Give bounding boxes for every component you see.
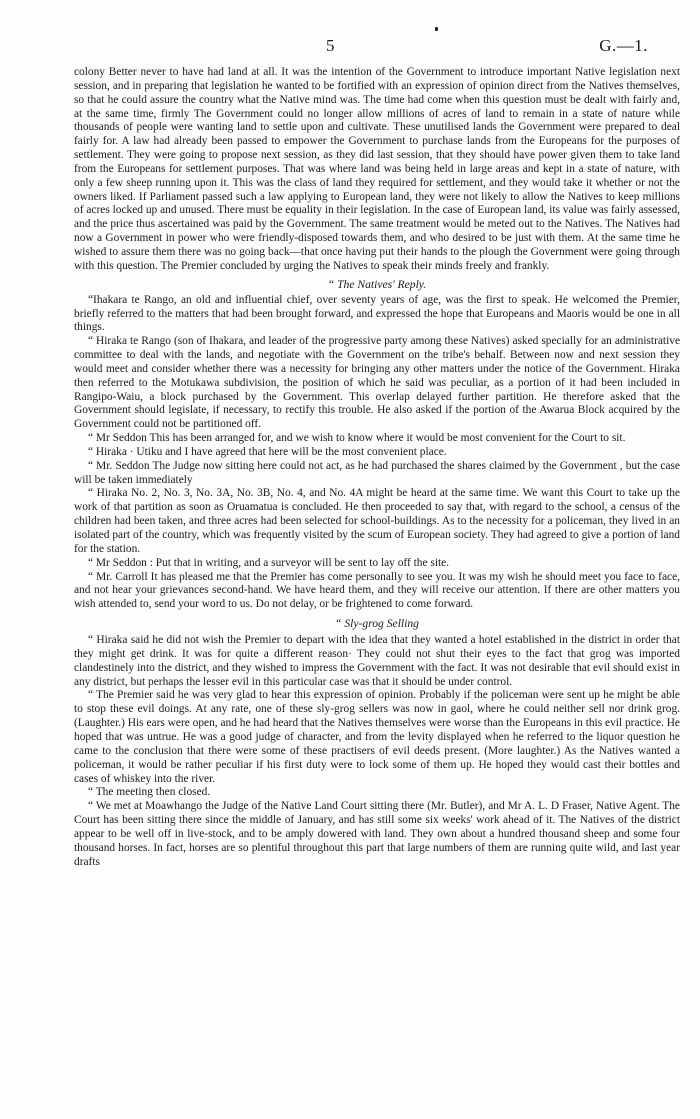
section-heading-natives-reply: “ The Natives' Reply. xyxy=(327,277,427,291)
page-header xyxy=(0,36,700,60)
paragraph: “ Hiraka said he did not wish the Premier to depart with the idea that they wanted a hotel established in the district in order that they might get drink. It was for quite a different reason· They could not shut their eyes to the fact that grog was imported clandestinely into the district, and they wished to impress the Government with the fact. It was not desirable that evil should exist in any district, but perhaps the lesser evil in this particular case was that it should be under control. xyxy=(74,634,680,688)
paragraph: “ Hiraka No. 2, No. 3, No. 3A, No. 3B, No. 4, and No. 4A might be heard at the same time. We want this Court to take up the work of that partition as soon as Oruamatua is concluded. He then proceeded to say that, with regard to the school, a census of the children had been taken, and three acres had been selected for school-buildings. As to the necessity for a policeman, they lived in an isolated part of the country, which was frequently visited by the scum of European society. They had agreed to give a portion of land for the station. xyxy=(74,487,680,555)
paragraph: “Ihakara te Rango, an old and influential chief, over seventy years of age, was the first to speak. He welcomed the Premier, briefly referred to the matters that had been brought forward, and expressed the hope that Europeans and Maoris would be one in all things. xyxy=(74,293,680,334)
paragraph: “ Mr. Seddon The Judge now sitting here could not act, as he had purchased the shares claimed by the Government , but the case will be taken immediately xyxy=(74,459,680,486)
document-reference: G.—1. xyxy=(599,36,648,55)
paragraph: “ Mr Seddon : Put that in writing, and a surveyor will be sent to lay off the site. xyxy=(88,556,450,569)
paragraph: “ Mr. Carroll It has pleased me that the Premier has come personally to see you. It was my wish he should meet you face to face, and not hear your grievances second-hand. We have heard them, and they will receive our attention. If there are other matters you wish attended to, send your word to us. Do not delay, or be frightened to come forward. xyxy=(74,570,680,611)
paragraph: “ Hiraka · Utiku and I have agreed that here will be the most convenient place. xyxy=(88,445,447,458)
paragraph: “ The meeting then closed. xyxy=(88,786,211,799)
page-number: 5 xyxy=(326,36,335,55)
document-body xyxy=(74,66,680,869)
section-heading-sly-grog-selling: “ Sly-grog Selling xyxy=(335,617,419,631)
paragraph: “ The Premier said he was very glad to hear this expression of opinion. Probably if the policeman were sent up he might be able to stop these evil doings. At any rate, one of these sly-grog sellers was now in gaol, where he could neither sell nor drink grog. (Laughter.) His ears were open, and he had heard that the Natives themselves were worse than the Europeans in this evil practice. He hoped that was untrue. He was a good judge of character, and from the levity displayed when he referred to the liquor question he came to the conclusion that there were some of these practisers of evil deeds present. (More laughter.) As the Natives wanted a policeman, it would be rather peculiar if his first duty were to lock some of them up. He hoped they would cast their bottles and cases of whiskey into the river. xyxy=(74,689,680,785)
print-speck xyxy=(435,27,438,31)
paragraph: “ Mr Seddon This has been arranged for, and we wish to know where it would be most convenient for the Court to sit. xyxy=(88,432,626,445)
paragraph: “ Hiraka te Rango (son of Ihakara, and leader of the progressive party among these Natives) asked specially for an administrative committee to deal with the lands, and negotiate with the Government on the tribe's behalf. Between now and next session they would meet and consider whether there was a necessity for bringing any other matters under the notice of the Government. Hiraka then referred to the Motukawa subdivision, the position of which he said was peculiar, as a portion of it had been included in Rangipo-Waiu, a block purchased by the Government. This overlap delayed further partition. He therefore asked that the Government should legislate, if necessary, to rectify this trouble. He also asked if the portion of the Awarua Block acquired by the Government could not be partitioned off. xyxy=(74,335,680,431)
paragraph: “ We met at Moawhango the Judge of the Native Land Court sitting there (Mr. Butler), and Mr A. L. D Fraser, Native Agent. The Court has been sitting there since the middle of January, and has still some six weeks' work ahead of it. The Natives of the district appear to be well off in live-stock, and to be amply dowered with land. They own about a hundred thousand sheep and some four thousand horses. In fact, horses are so plentiful throughout this part that large numbers of them are running quite wild, and last year drafts xyxy=(74,800,680,868)
paragraph: colony Better never to have had land at all. It was the intention of the Government to introduce important Native legislation next session, and in preparing that legislation he wanted to be fortified with an expression of opinion direct from the Natives themselves, so that he could assure the country what the Native mind was. The time had come when this question must be dealt with fairly and, at the same time, firmly The Government could no longer allow millions of acres of land to remain in a state of nature while thousands of people were wanting land to settle upon and cultivate. These unutilised lands the Government were prepared to deal fairly for. A law had already been passed to empower the Government to purchase lands from the Europeans for the purposes of settlement. They were going to propose next session, as they did last session, that they should have power given them to take land from the Europeans for settlement purposes. That was where land was being held in large areas and kept in a state of nature, with only a few sheep running upon it. This was the class of land they required for settlement, and they would take it whether or not the owners liked. If Parliament passed such a law applying to European land, they were not likely to allow the Natives to keep millions of acres locked up and unused. There must be equality in their legislation. In the case of European land, its value was fairly assessed, and the price thus ascertained was paid by the Government. The same treatment would be meted out to the Natives. The Natives had now a Government in power who were friendly-disposed towards them, and who desired to be just with them. At the same time he wished to assure them there was no going back—that once having put their hands to the plough the Government were going through with this question. The Premier concluded by urging the Natives to speak their minds freely and frankly. xyxy=(74,66,680,272)
